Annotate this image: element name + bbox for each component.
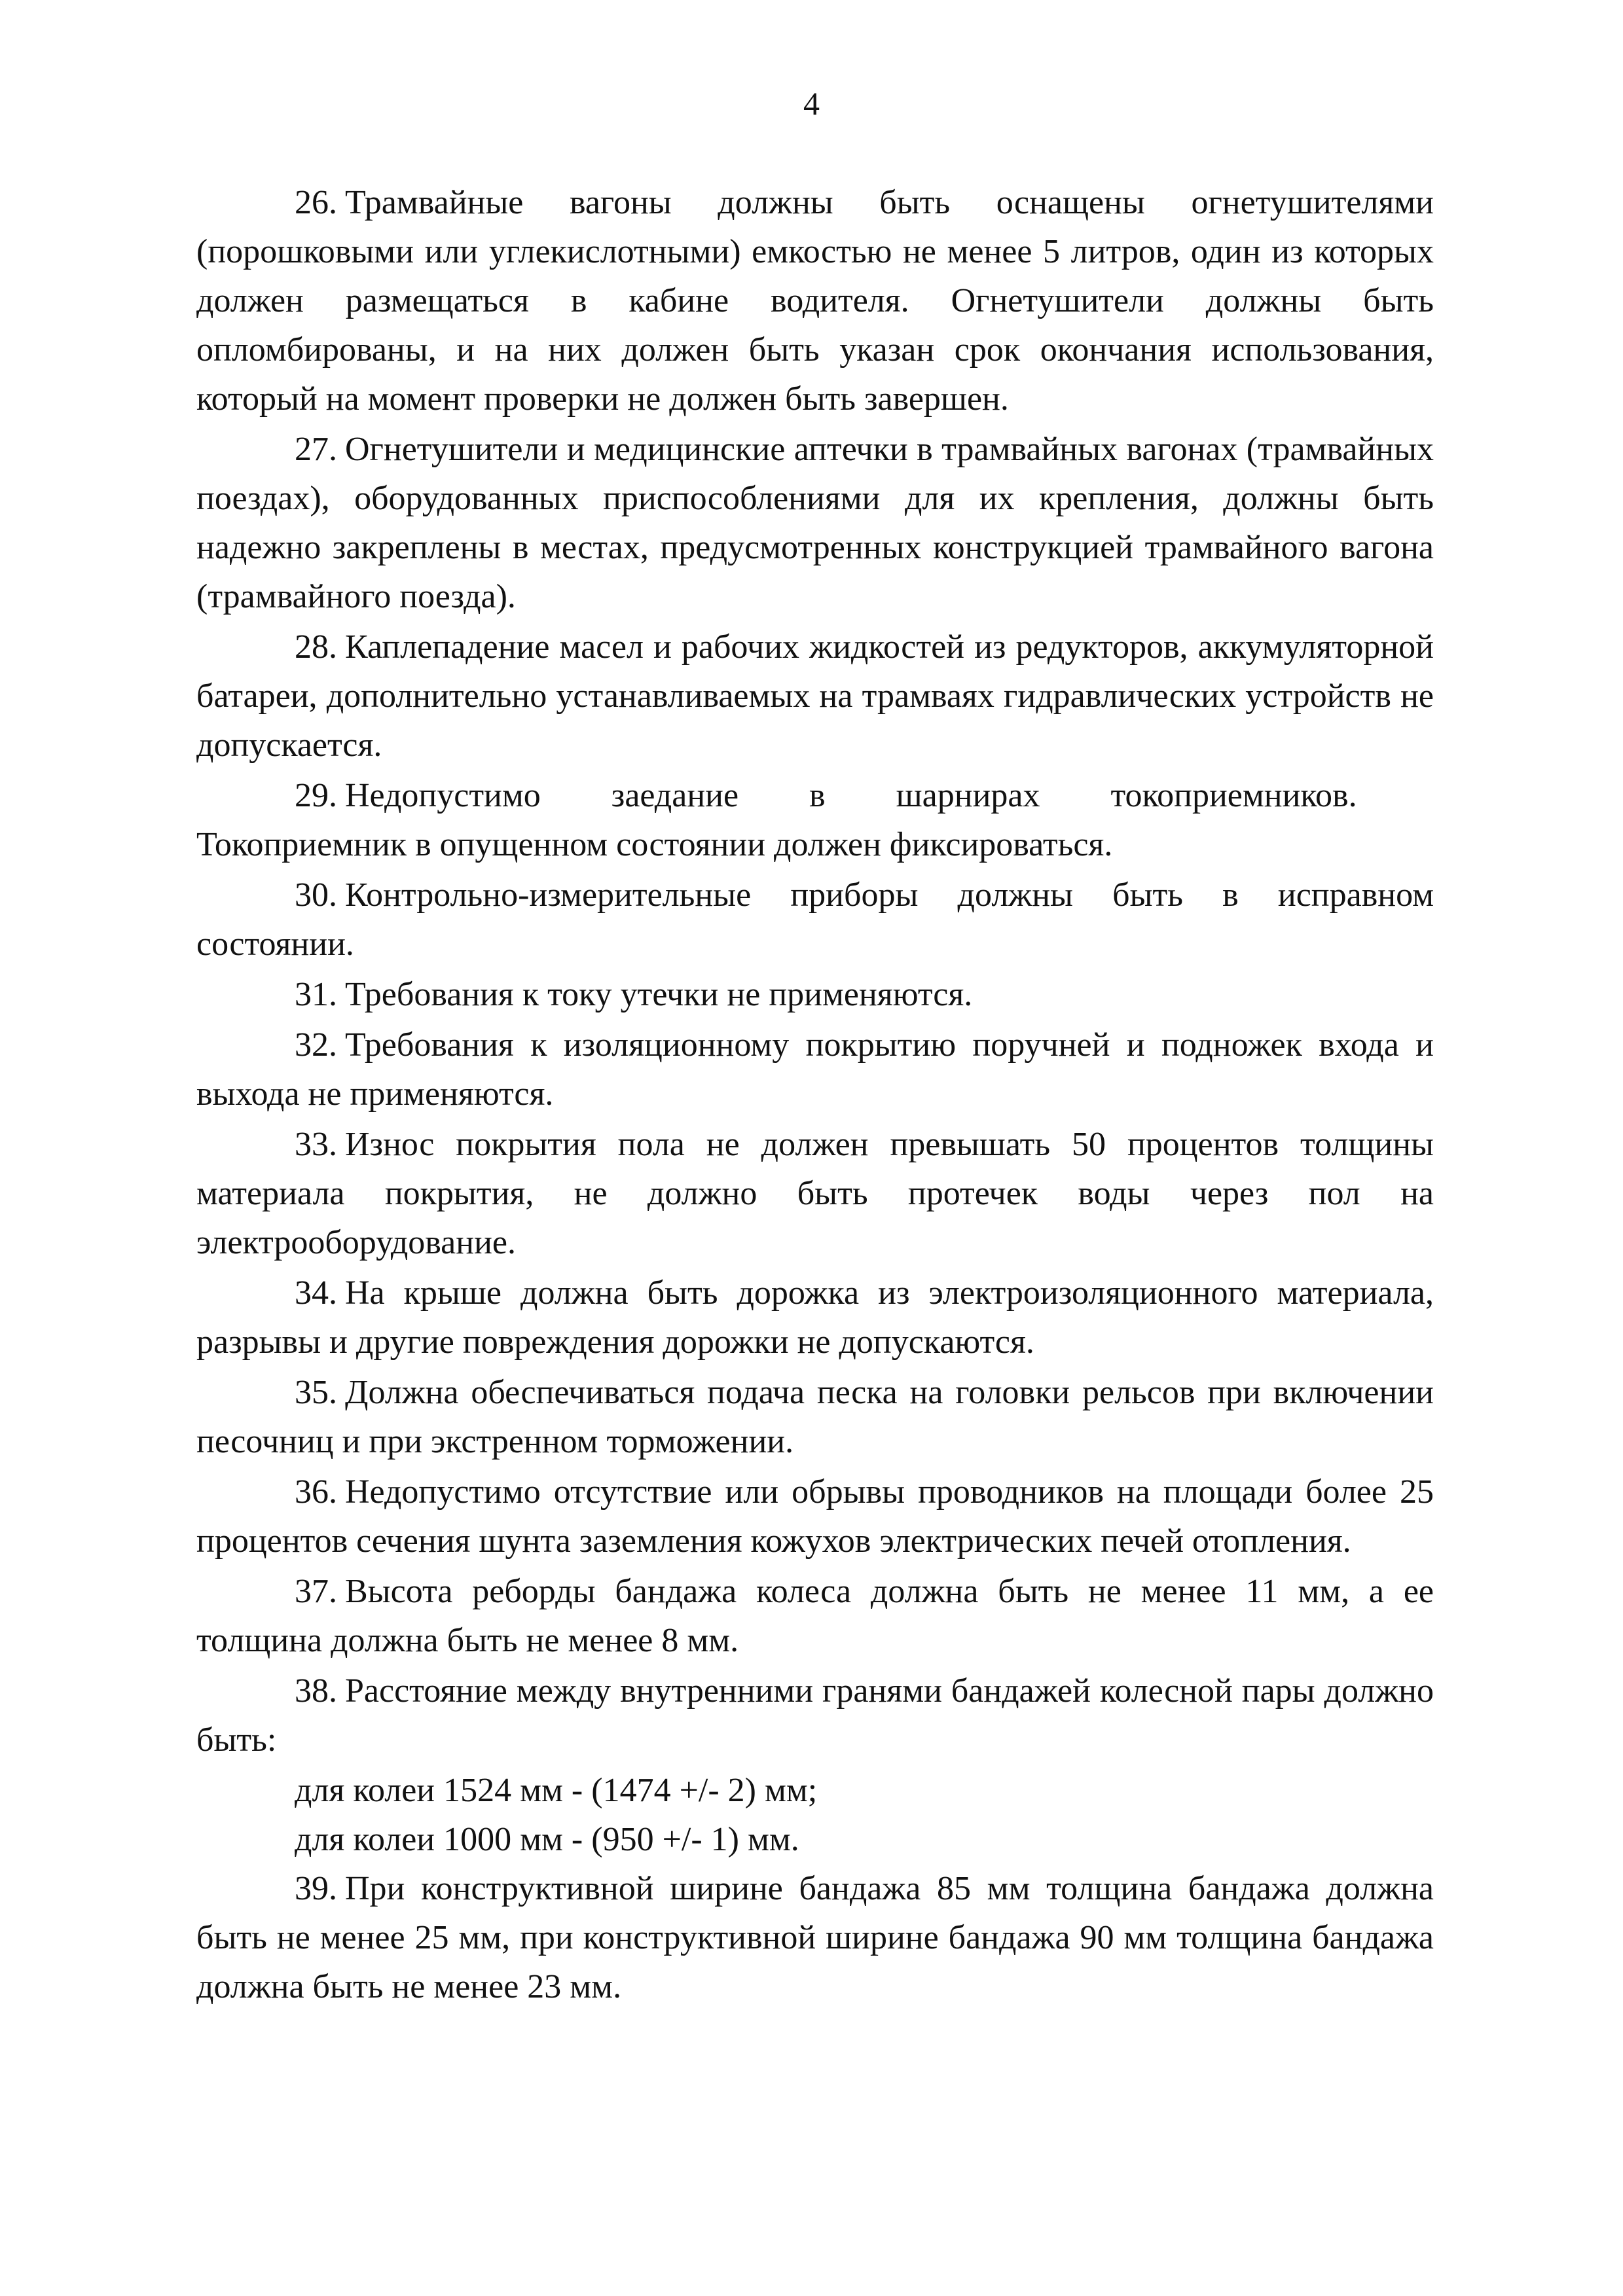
clause-number: 39. [295, 1870, 337, 1907]
clause-33 [196, 1120, 1434, 1267]
clause-number: 36. [295, 1473, 337, 1511]
clause-number: 38. [295, 1672, 337, 1710]
clause-27 [196, 425, 1434, 621]
clause-text: Должна обеспечиваться подача песка на головки рельсов при включении песочниц и при экстренном торможении. [196, 1374, 1434, 1460]
clause-34 [196, 1268, 1434, 1367]
clause-text: Трамвайные вагоны должны быть оснащены огнетушителями (порошковыми или углекислотными) емкостью не менее 5 литров, один из которых должен размещаться в кабине водителя. Огнетушители должны быть опломбированы, и на них должен быть указан срок окончания использования, который на момент проверки не должен быть завершен. [196, 184, 1434, 418]
clause-text-line-2: Токоприемник в опущенном состоянии должен фиксироваться. [196, 826, 1113, 863]
clause-text: Каплепадение масел и рабочих жидкостей из редукторов, аккумуляторной батареи, дополнительно устанавливаемых на трамваях гидравлических устройств не допускается. [196, 628, 1434, 764]
clause-number: 28. [295, 628, 337, 666]
document-body [196, 178, 1434, 2013]
clause-number: 37. [295, 1573, 337, 1610]
page-number: 4 [803, 85, 820, 122]
clause-text: Недопустимо отсутствие или обрывы проводников на площади более 25 процентов сечения шунта заземления кожухов электрических печей отопления. [196, 1473, 1434, 1560]
clause-number: 30. [295, 876, 337, 914]
clause-29 [196, 771, 1434, 869]
clause-text: Требования к изоляционному покрытию поручней и подножек входа и выхода не применяются. [196, 1026, 1434, 1113]
clause-text: Высота реборды бандажа колеса должна быть не менее 11 мм, а ее толщина должна быть не менее 8 мм. [196, 1573, 1434, 1659]
clause-number: 33. [295, 1126, 337, 1163]
clause-32 [196, 1020, 1434, 1119]
clause-text-line-1: Недопустимо заедание в шарнирах токоприемников. [345, 777, 1357, 814]
clause-number: 31. [295, 976, 337, 1013]
clause-number: 26. [295, 184, 337, 221]
clause-38-gauge-1000: для колеи 1000 мм - (950 +/- 1) мм. [295, 1821, 799, 1858]
clause-number: 32. [295, 1026, 337, 1064]
clause-text: Расстояние между внутренними гранями бандажей колесной пары должно быть: [196, 1672, 1434, 1759]
clause-28 [196, 622, 1434, 770]
clause-text: Износ покрытия пола не должен превышать 50 процентов толщины материала покрытия, не должно быть протечек воды через пол на электрооборудование. [196, 1126, 1434, 1261]
clause-number: 35. [295, 1374, 337, 1411]
clause-39 [196, 1864, 1434, 2011]
clause-38-gauge-1524: для колеи 1524 мм - (1474 +/- 2) мм; [295, 1772, 818, 1809]
clause-number: 34. [295, 1274, 337, 1312]
clause-31 [196, 970, 1434, 1019]
clause-text: На крыше должна быть дорожка из электроизоляционного материала, разрывы и другие повреждения дорожки не допускаются. [196, 1274, 1434, 1361]
clause-number: 29. [295, 777, 337, 814]
clause-number: 27. [295, 431, 337, 468]
clause-36 [196, 1467, 1434, 1566]
clause-text: Контрольно-измерительные приборы должны быть в исправном состоянии. [196, 876, 1434, 963]
clause-text: При конструктивной ширине бандажа 85 мм толщина бандажа должна быть не менее 25 мм, при конструктивной ширине бандажа 90 мм толщина бандажа должна быть не менее 23 мм. [196, 1870, 1434, 2005]
clause-35 [196, 1368, 1434, 1466]
clause-38 [196, 1666, 1434, 1765]
clause-26 [196, 178, 1434, 423]
clause-text: Огнетушители и медицинские аптечки в трамвайных вагонах (трамвайных поездах), оборудованных приспособлениями для их крепления, должны быть надежно закреплены в местах, предусмотренных конструкцией трамвайного вагона (трамвайного поезда). [196, 431, 1434, 615]
clause-30 [196, 870, 1434, 969]
clause-37 [196, 1567, 1434, 1665]
clause-text: Требования к току утечки не применяются. [345, 976, 973, 1013]
